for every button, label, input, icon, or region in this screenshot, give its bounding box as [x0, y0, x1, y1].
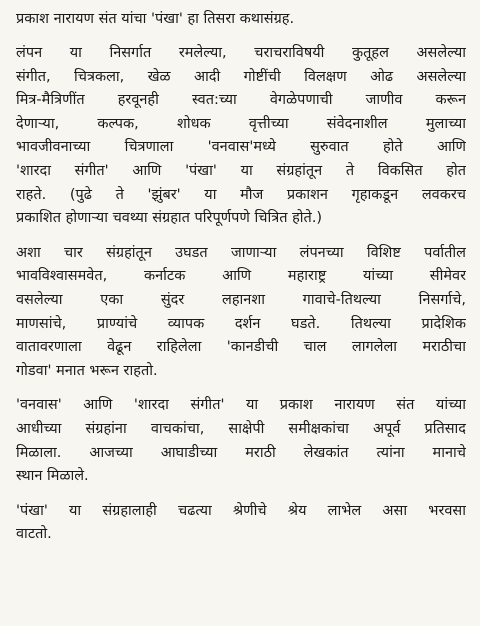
- paragraph-lampan-intro: [16, 42, 466, 231]
- document-heading: प्रकाश नारायण संत यांचा 'पंखा' हा तिसरा कथासंग्रह.: [16, 11, 295, 27]
- paragraph-earlier-collections: [16, 394, 466, 488]
- paragraph-line: वाटतो.: [16, 526, 52, 543]
- paragraph-line: 'वनवास' आणि 'शारदा संगीत' या प्रकाश नारायण संत यांच्या: [16, 397, 466, 414]
- paragraph-line: 'पंखा' या संग्रहालाही चढत्या श्रेणीचे श्रेय लाभेल असा भरवसा: [16, 502, 466, 519]
- paragraph-line: अशा चार संग्रहांतून उघडत जाणाऱ्या लंपनच्या विशिष्ट पर्वातील: [16, 244, 466, 261]
- paragraph-line: गोडवा' मनात भरून राहतो.: [16, 362, 158, 379]
- paragraph-line: 'शारदा संगीत' आणि 'पंखा' या संग्रहांतून ते विकसित होत: [16, 162, 466, 179]
- paragraph-line: स्थान मिळाले.: [16, 468, 89, 485]
- paragraph-line: लंपन या निसर्गात रमलेल्या, चराचराविषयी कुतूहल असलेल्या: [16, 45, 466, 61]
- paragraph-line: मिळाला. आजच्या आघाडीच्या मराठी लेखकांत त्यांना मानाचे: [16, 444, 466, 461]
- paragraph-closing: [16, 500, 466, 547]
- paragraph-line: वसलेल्या एका सुंदर लहानशा गावाचे-तिथल्या निसर्गाचे,: [16, 291, 466, 308]
- paragraph-line: भावजीवनाच्या चित्रणाला 'वनवास'मध्ये सुरुवात होते आणि: [16, 139, 466, 156]
- paragraph-line: भावविश्वासमवेत, कर्नाटक आणि महाराष्ट्र यांच्या सीमेवर: [16, 268, 466, 285]
- paragraph-four-collections: [16, 242, 466, 384]
- paragraph-line: राहते. (पुढे ते 'झुंबर' या मौज प्रकाशन गृहाकडून लवकरच: [16, 186, 466, 203]
- paragraph-line: देणाऱ्या, कल्पक, शोधक वृत्तीच्या संवेदनाशील मुलाच्या: [16, 115, 466, 132]
- paragraph-line: आधीच्या संग्रहांना वाचकांचा, साक्षेपी समीक्षकांचा अपूर्व प्रतिसाद: [16, 420, 466, 437]
- paragraph-line: वातावरणाला वेढून राहिलेला 'कानडीची चाल लागलेला मराठीचा: [16, 339, 466, 356]
- paragraph-line: माणसांचे, प्राण्यांचे व्यापक दर्शन घडते. तिथल्या प्रादेशिक: [16, 315, 466, 332]
- paragraph-line: मित्र-मैत्रिणींत हरवूनही स्वत:च्या वेगळेपणाची जाणीव करून: [16, 92, 466, 109]
- paragraph-line: प्रकाशित होणाऱ्या चवथ्या संग्रहात परिपूर्णपणे चित्रित होते.): [16, 210, 323, 227]
- paragraph-line: संगीत, चित्रकला, खेळ आदी गोष्टींची विलक्षण ओढ असलेल्या: [16, 68, 466, 85]
